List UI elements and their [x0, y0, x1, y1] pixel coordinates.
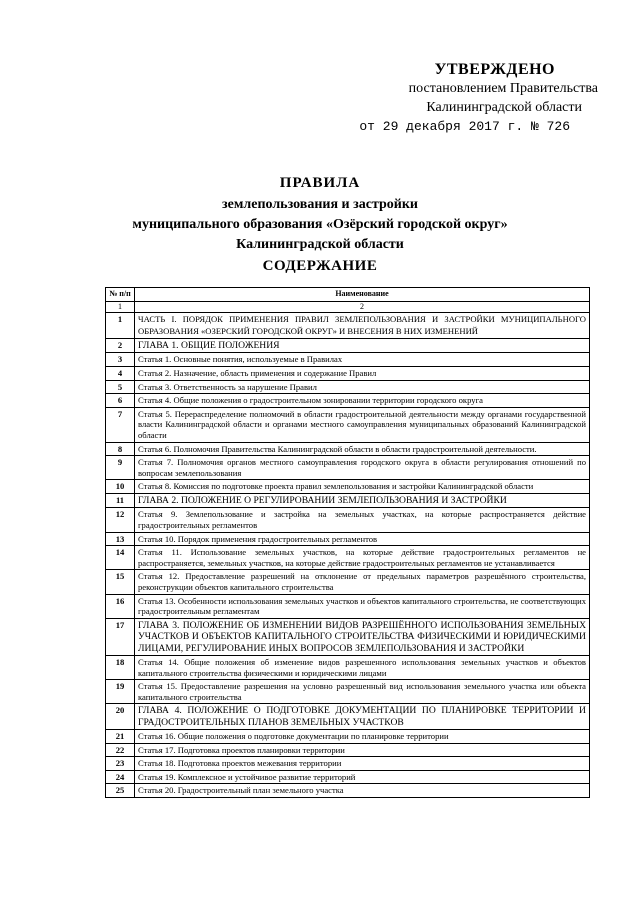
- toc-row-article: Статья 5. Перераспределение полномочий в области градостроительной деятельности между органами государственной власти Калининградской области и органами местного самоуправления муниципальных образований Калининградской области: [135, 407, 590, 442]
- toc-row-article: Статья 7. Полномочия органов местного самоуправления городского округа в области регулирования отношений по вопросам землепользования: [135, 456, 590, 480]
- toc-row: [106, 770, 590, 784]
- toc-index-row: [106, 301, 590, 313]
- document-title: [0, 173, 640, 255]
- toc-row-number: 3: [106, 353, 135, 367]
- toc-row-article: Статья 6. Полномочия Правительства Калининградской области в области градостроительной деятельности.: [135, 442, 590, 456]
- toc-row-number: 17: [106, 618, 135, 655]
- toc-row-chapter: ГЛАВА 4. ПОЛОЖЕНИЕ О ПОДГОТОВКЕ ДОКУМЕНТАЦИИ ПО ПЛАНИРОВКЕ ТЕРРИТОРИИ И ГРАДОСТРОИТЕЛЬНЫХ ПЛАНОВ ЗЕМЕЛЬНЫХ УЧАСТКОВ: [135, 704, 590, 730]
- toc-row: [106, 442, 590, 456]
- toc-row: [106, 339, 590, 353]
- toc-col-number: № п/п: [106, 288, 135, 302]
- toc-index-1: 1: [106, 301, 135, 313]
- toc-row-number: 4: [106, 367, 135, 381]
- toc-table: [105, 287, 590, 798]
- title-line-region: Калининградской области: [236, 237, 404, 252]
- approval-line-region: Калининградской области: [426, 100, 582, 115]
- toc-index-2: 2: [135, 301, 590, 313]
- toc-row-article: Статья 18. Подготовка проектов межевания территории: [135, 757, 590, 771]
- toc-row-article: Статья 2. Назначение, область применения и содержание Правил: [135, 367, 590, 381]
- toc-row-number: 10: [106, 480, 135, 494]
- toc-row: [106, 704, 590, 730]
- toc-row: [106, 743, 590, 757]
- toc-row-number: 21: [106, 730, 135, 744]
- toc-row-article: Статья 16. Общие положения о подготовке документации по планировке территории: [135, 730, 590, 744]
- toc-row-article: Статья 20. Градостроительный план земельного участка: [135, 784, 590, 798]
- toc-row-number: 7: [106, 407, 135, 442]
- toc-row-number: 14: [106, 546, 135, 570]
- toc-row-number: 5: [106, 380, 135, 394]
- toc-row: [106, 313, 590, 339]
- toc-row-number: 22: [106, 743, 135, 757]
- toc-row: [106, 394, 590, 408]
- toc-row-article: Статья 14. Общие положения об изменение видов разрешенного использования земельных участков и объектов капитального строительства физическими и юридическими лицами: [135, 655, 590, 679]
- toc-row-article: Статья 4. Общие положения о градостроительном зонировании территории городского округа: [135, 394, 590, 408]
- toc-row: [106, 655, 590, 679]
- toc-row: [106, 546, 590, 570]
- toc-row-number: 2: [106, 339, 135, 353]
- toc-row-number: 1: [106, 313, 135, 339]
- toc-row: [106, 594, 590, 618]
- toc-row: [106, 353, 590, 367]
- toc-row: [106, 380, 590, 394]
- toc-row: [106, 493, 590, 507]
- approval-stamp: [320, 60, 600, 136]
- toc-row-number: 23: [106, 757, 135, 771]
- toc-row-number: 13: [106, 532, 135, 546]
- approval-line-resolution: постановлением Правительства: [408, 81, 598, 96]
- toc-row: [106, 784, 590, 798]
- toc-row-article: Статья 1. Основные понятия, используемые в Правилах: [135, 353, 590, 367]
- toc-col-name: Наименование: [135, 288, 590, 302]
- title-line-rules: ПРАВИЛА: [279, 175, 361, 191]
- toc-row-chapter: ГЛАВА 3. ПОЛОЖЕНИЕ ОБ ИЗМЕНЕНИИ ВИДОВ РАЗРЕШЁННОГО ИСПОЛЬЗОВАНИЯ ЗЕМЕЛЬНЫХ УЧАСТКОВ И ОБЪЕКТОВ КАПИТАЛЬНОГО СТРОИТЕЛЬСТВА ФИЗИЧЕСКИМИ И ЮРИДИЧЕСКИМИ ЛИЦАМИ, РЕГУЛИРОВАНИЕ ИНЫХ ВОПРОСОВ ЗЕМЛЕПОЛЬЗОВАНИЯ И ЗАСТРОЙКИ: [135, 618, 590, 655]
- toc-row-article: Статья 19. Комплексное и устойчивое развитие территорий: [135, 770, 590, 784]
- toc-row-chapter: ЧАСТЬ I. ПОРЯДОК ПРИМЕНЕНИЯ ПРАВИЛ ЗЕМЛЕПОЛЬЗОВАНИЯ И ЗАСТРОЙКИ МУНИЦИПАЛЬНОГО ОБРАЗОВАНИЯ «ОЗЕРСКИЙ ГОРОДСКОЙ ОКРУГ» И ВНЕСЕНИЯ В НИХ ИЗМЕНЕНИЙ: [135, 313, 590, 339]
- title-line-subject: землепользования и застройки: [222, 197, 418, 212]
- toc-row: [106, 480, 590, 494]
- toc-row: [106, 680, 590, 704]
- toc-row-article: Статья 3. Ответственность за нарушение Правил: [135, 380, 590, 394]
- toc-row: [106, 570, 590, 594]
- approval-heading: УТВЕРЖДЕНО: [434, 61, 555, 78]
- toc-row-number: 20: [106, 704, 135, 730]
- toc-heading: СОДЕРЖАНИЕ: [262, 258, 378, 274]
- toc-row-article: Статья 8. Комиссия по подготовке проекта правил землепользования и застройки Калининградской области: [135, 480, 590, 494]
- toc-row-number: 6: [106, 394, 135, 408]
- title-line-municipality: муниципального образования «Озёрский городской округ»: [132, 217, 508, 232]
- toc-row: [106, 757, 590, 771]
- toc-row: [106, 508, 590, 532]
- toc-row-number: 18: [106, 655, 135, 679]
- toc-row: [106, 367, 590, 381]
- toc-row-number: 24: [106, 770, 135, 784]
- toc-row-article: Статья 17. Подготовка проектов планировки территории: [135, 743, 590, 757]
- toc-row-number: 25: [106, 784, 135, 798]
- toc-row-number: 15: [106, 570, 135, 594]
- toc-row-chapter: ГЛАВА 2. ПОЛОЖЕНИЕ О РЕГУЛИРОВАНИИ ЗЕМЛЕПОЛЬЗОВАНИЯ И ЗАСТРОЙКИ: [135, 493, 590, 507]
- toc-row: [106, 532, 590, 546]
- toc-row-article: Статья 15. Предоставление разрешения на условно разрешенный вид использования земельного участка или объекта капитального строительства: [135, 680, 590, 704]
- toc-row-article: Статья 12. Предоставление разрешений на отклонение от предельных параметров разрешённого строительства, реконструкции объектов капитального строительства: [135, 570, 590, 594]
- toc-header-row: [106, 288, 590, 302]
- toc-row-number: 12: [106, 508, 135, 532]
- toc-row-number: 11: [106, 493, 135, 507]
- approval-line-date-number: от 29 декабря 2017 г. № 726: [359, 119, 570, 134]
- toc-row-article: Статья 9. Землепользование и застройка на земельных участках, на которые распространяется действие градостроительных регламентов: [135, 508, 590, 532]
- toc-row-number: 16: [106, 594, 135, 618]
- toc-row-article: Статья 10. Порядок применения градостроительных регламентов: [135, 532, 590, 546]
- toc-row-number: 19: [106, 680, 135, 704]
- toc-row-article: Статья 13. Особенности использования земельных участков и объектов капитального строительства, не соответствующих градостроительным регламентам: [135, 594, 590, 618]
- toc-row: [106, 730, 590, 744]
- toc-row-number: 9: [106, 456, 135, 480]
- toc-row-chapter: ГЛАВА 1. ОБЩИЕ ПОЛОЖЕНИЯ: [135, 339, 590, 353]
- toc-row: [106, 456, 590, 480]
- toc-row-article: Статья 11. Использование земельных участков, на которые действие градостроительных регламентов не распространяется, земельных участков, на которые действие градостроительных регламентов не устанавливается: [135, 546, 590, 570]
- toc-row: [106, 407, 590, 442]
- toc-row-number: 8: [106, 442, 135, 456]
- toc-row: [106, 618, 590, 655]
